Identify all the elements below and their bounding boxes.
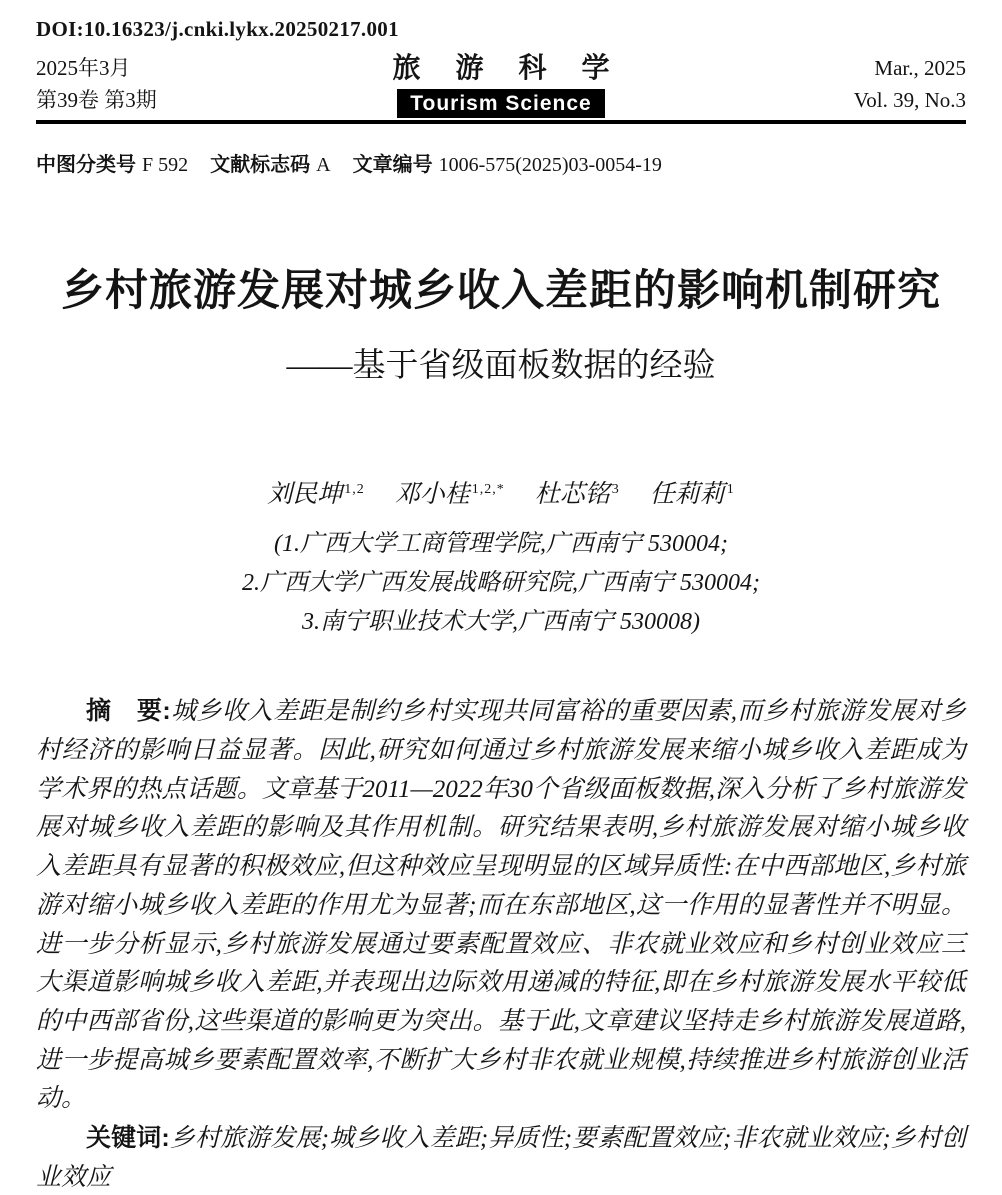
affiliation-line: 3.南宁职业技术大学,广西南宁 530008) [302,609,700,636]
author-line [36,472,966,513]
masthead-divider-rule [36,120,966,124]
issue-volume-en: Vol. 39, No.3 [853,88,966,112]
article-subtitle: ——基于省级面板数据的经验 [286,348,716,384]
abstract-text: 城乡收入差距是制约乡村实现共同富裕的重要因素,而乡村旅游发展对乡村经济的影响日益显著。因此,研究如何通过乡村旅游发展来缩小城乡收入差距成为学术界的热点话题。文章基于2011—2022年30个省级面板数据,深入分析了乡村旅游发展对城乡收入差距的影响及其作用机制。研究结果表明,乡村旅游发展对缩小城乡收入差距具有显著的积极效应,但这种效应呈现明显的区域异质性:在中西部地区,乡村旅游对缩小城乡收入差距的作用尤为显著;而在东部地区,这一作用的显著性并不明显。进一步分析显示,乡村旅游发展通过要素配置效应、非农就业效应和乡村创业效应三大渠道影响城乡收入差距,并表现出边际效用递减的特征,即在乡村旅游发展水平较低的中西部省份,这些渠道的影响更为突出。基于此,文章建议坚持走乡村旅游发展道路,进一步提高城乡要素配置效率,不断扩大乡村非农就业规模,持续推进乡村旅游创业活动。 [36,698,966,1113]
author-affiliation-superscript: 1 [726,482,735,497]
author-affiliation-superscript: 3 [611,482,620,497]
author-affiliation-superscript: 1,2,* [471,482,505,497]
keywords-text: 乡村旅游发展;城乡收入差距;异质性;要素配置效应;非农就业效应;乡村创业效应 [36,1125,966,1191]
clc-value: F 592 [142,154,189,176]
author-name-text: 杜芯铭 [534,481,610,509]
author-name [650,481,735,508]
masthead-center [246,52,756,118]
doi-line: DOI:10.16323/j.cnki.lykx.20250217.001 [36,17,399,41]
doc-code-label: 文献标志码 [210,154,311,176]
issue-date-cn: 2025年3月 [36,56,131,80]
article-title: 乡村旅游发展对城乡收入差距的影响机制研究 [61,267,941,315]
article-id-value: 1006-575(2025)03-0054-19 [438,154,662,176]
clc-label: 中图分类号 [36,154,136,176]
masthead-left [36,52,246,116]
affiliation-line: (1.广西大学工商管理学院,广西南宁 530004; [274,531,728,558]
abstract-paragraph [36,692,966,1119]
journal-masthead [36,52,966,118]
doc-code-value: A [316,154,331,176]
journal-title-en-badge: Tourism Science [397,89,605,118]
author-name-text: 任莉莉 [649,481,725,509]
article-id-label: 文章编号 [352,154,433,176]
journal-title-cn: 旅 游 科 学 [392,53,624,84]
keywords-paragraph [36,1119,966,1195]
author-name [395,481,505,508]
affiliations-block [36,525,966,642]
author-name-text: 邓小桂 [394,481,470,509]
author-name [267,481,365,508]
issue-volume-cn: 第39卷 第3期 [36,88,157,112]
author-name [535,481,620,508]
affiliation-line: 2.广西大学广西发展战略研究院,广西南宁 530004; [242,570,760,597]
abstract-label: 摘 要: [86,697,171,726]
author-affiliation-superscript: 1,2 [344,482,365,497]
classification-line [36,152,966,178]
masthead-right [756,52,966,116]
author-name-text: 刘民坤 [267,481,343,509]
keywords-label: 关键词: [86,1124,170,1153]
issue-date-en: Mar., 2025 [874,56,966,80]
